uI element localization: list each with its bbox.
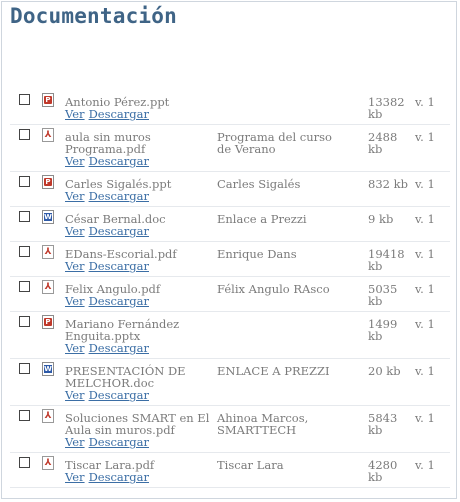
select-checkbox[interactable]: [19, 176, 30, 187]
select-checkbox[interactable]: [19, 281, 30, 292]
file-description: Enlace a Prezzi: [217, 212, 307, 226]
document-row: [10, 125, 450, 172]
file-description: Carles Sigalés: [217, 177, 301, 191]
file-version: v. 1: [415, 95, 435, 109]
file-description: Félix Angulo RAsco: [217, 282, 330, 296]
document-row: [10, 90, 450, 125]
file-description: Tiscar Lara: [217, 458, 284, 472]
file-name: Mariano Fernández Enguita.pptx: [65, 317, 180, 343]
file-version: v. 1: [415, 282, 435, 296]
select-checkbox[interactable]: [19, 246, 30, 257]
select-checkbox[interactable]: [19, 129, 30, 140]
pdf-icon: ⅄: [42, 409, 54, 423]
pdf-icon: ⅄: [42, 128, 54, 142]
pdf-icon: ⅄: [42, 245, 54, 259]
view-link[interactable]: Ver: [65, 154, 85, 168]
file-description: Programa del curso de Verano: [217, 130, 332, 156]
file-version: v. 1: [415, 130, 435, 144]
select-checkbox[interactable]: [19, 94, 30, 105]
download-link[interactable]: Descargar: [88, 388, 149, 402]
download-link[interactable]: Descargar: [88, 107, 149, 121]
file-size: 9 kb: [368, 212, 394, 226]
file-name: aula sin muros Programa.pdf: [65, 130, 151, 156]
file-size: 13382 kb: [368, 95, 405, 121]
select-checkbox[interactable]: [19, 363, 30, 374]
pdf-icon: ⅄: [42, 280, 54, 294]
document-row: [10, 453, 450, 488]
file-version: v. 1: [415, 411, 435, 425]
doc-icon: W: [42, 210, 54, 224]
file-version: v. 1: [415, 317, 435, 331]
file-size: 5843 kb: [368, 411, 398, 437]
file-name: César Bernal.doc: [65, 212, 166, 226]
file-name: Soluciones SMART en El Aula sin muros.pdf: [65, 411, 210, 437]
document-row: [10, 406, 450, 453]
view-link[interactable]: Ver: [65, 341, 85, 355]
file-name: Felix Angulo.pdf: [65, 282, 161, 296]
file-size: 1499 kb: [368, 317, 398, 343]
download-link[interactable]: Descargar: [88, 224, 149, 238]
file-size: 20 kb: [368, 364, 401, 378]
document-row: [10, 207, 450, 242]
document-row: [10, 359, 450, 406]
file-name: Tiscar Lara.pdf: [65, 458, 155, 472]
ppt-icon: P: [42, 315, 54, 329]
select-checkbox[interactable]: [19, 316, 30, 327]
document-row: [10, 172, 450, 207]
select-checkbox[interactable]: [19, 211, 30, 222]
document-row: [10, 242, 450, 277]
file-description: ENLACE A PREZZI: [217, 364, 330, 378]
file-version: v. 1: [415, 458, 435, 472]
download-link[interactable]: Descargar: [88, 189, 149, 203]
ppt-icon: P: [42, 93, 54, 107]
download-link[interactable]: Descargar: [88, 470, 149, 484]
file-name: EDans-Escorial.pdf: [65, 247, 177, 261]
select-checkbox[interactable]: [19, 410, 30, 421]
file-size: 5035 kb: [368, 282, 398, 308]
download-link[interactable]: Descargar: [88, 154, 149, 168]
view-link[interactable]: Ver: [65, 470, 85, 484]
document-row: [10, 312, 450, 359]
file-name: Antonio Pérez.ppt: [65, 95, 170, 109]
file-size: 832 kb: [368, 177, 408, 191]
view-link[interactable]: Ver: [65, 435, 85, 449]
file-size: 2488 kb: [368, 130, 398, 156]
download-link[interactable]: Descargar: [88, 294, 149, 308]
view-link[interactable]: Ver: [65, 259, 85, 273]
document-list: [10, 90, 450, 488]
view-link[interactable]: Ver: [65, 294, 85, 308]
file-name: PRESENTACIÓN DE MELCHOR.doc: [65, 364, 186, 390]
doc-icon: W: [42, 362, 54, 376]
download-link[interactable]: Descargar: [88, 341, 149, 355]
file-size: 4280 kb: [368, 458, 398, 484]
ppt-icon: P: [42, 175, 54, 189]
file-name: Carles Sigalés.ppt: [65, 177, 172, 191]
select-checkbox[interactable]: [19, 457, 30, 468]
download-link[interactable]: Descargar: [88, 259, 149, 273]
file-description: Ahinoa Marcos, SMARTTECH: [217, 411, 309, 437]
view-link[interactable]: Ver: [65, 189, 85, 203]
view-link[interactable]: Ver: [65, 224, 85, 238]
document-row: [10, 277, 450, 312]
file-description: Enrique Dans: [217, 247, 297, 261]
pdf-icon: ⅄: [42, 456, 54, 470]
file-version: v. 1: [415, 212, 435, 226]
page-title: Documentación: [10, 4, 177, 28]
file-size: 19418 kb: [368, 247, 405, 273]
file-version: v. 1: [415, 177, 435, 191]
file-version: v. 1: [415, 247, 435, 261]
view-link[interactable]: Ver: [65, 388, 85, 402]
download-link[interactable]: Descargar: [88, 435, 149, 449]
file-version: v. 1: [415, 364, 435, 378]
view-link[interactable]: Ver: [65, 107, 85, 121]
